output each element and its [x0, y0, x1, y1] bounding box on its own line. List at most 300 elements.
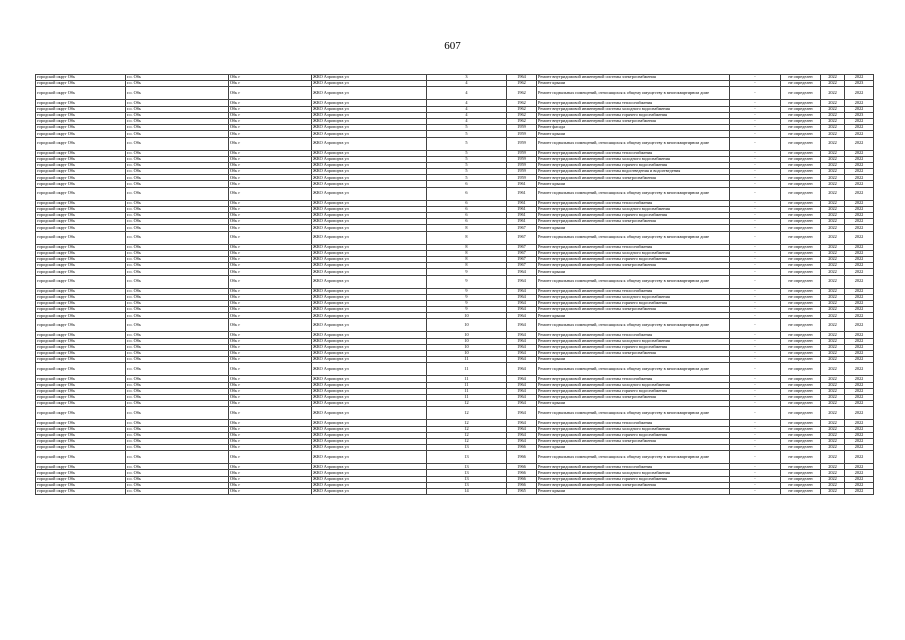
municipality-cell: городской округ Обь [36, 288, 126, 294]
house-number-cell: 10 [427, 351, 507, 357]
settlement-cell: г.о. Обь [126, 206, 229, 212]
municipality-cell: городской округ Обь [36, 357, 126, 363]
year-end-cell: 2022 [845, 175, 874, 181]
settlement-cell: г.о. Обь [126, 351, 229, 357]
contractor-cell: не определен [781, 112, 821, 118]
year-start-cell: 2022 [821, 269, 845, 275]
year-start-cell: 2022 [821, 187, 845, 200]
work-type-cell: Ремонт внутридомовой инженерной системы электроснабжения [537, 263, 730, 269]
municipality-cell: городской округ Обь [36, 81, 126, 87]
cost-cell: - [730, 394, 781, 400]
street-cell: ЖКО Аэропорта ул [312, 206, 427, 212]
year-end-cell: 2022 [845, 288, 874, 294]
street-cell: ЖКО Аэропорта ул [312, 275, 427, 288]
locality-cell: Обь г [229, 426, 312, 432]
work-type-cell: Ремонт внутридомовой инженерной системы холодного водоснабжения [537, 294, 730, 300]
work-type-cell: Ремонт подвальных помещений, относящихся к общему имуществу в многоквартирном доме [537, 137, 730, 150]
cost-cell: - [730, 420, 781, 426]
page-number: 607 [444, 40, 461, 52]
street-cell: ЖКО Аэропорта ул [312, 426, 427, 432]
locality-cell: Обь г [229, 376, 312, 382]
street-cell: ЖКО Аэропорта ул [312, 438, 427, 444]
table-row [36, 275, 874, 288]
cost-cell: - [730, 75, 781, 81]
locality-cell: Обь г [229, 131, 312, 137]
locality-cell: Обь г [229, 357, 312, 363]
year-start-cell: 2022 [821, 319, 845, 332]
contractor-cell: не определен [781, 187, 821, 200]
year-built-cell: 1961 [507, 206, 537, 212]
year-end-cell: 2022 [845, 401, 874, 407]
contractor-cell: не определен [781, 106, 821, 112]
work-type-cell: Ремонт внутридомовой инженерной системы теплоснабжения [537, 150, 730, 156]
house-number-cell: 10 [427, 344, 507, 350]
year-start-cell: 2022 [821, 426, 845, 432]
year-built-cell: 1964 [507, 426, 537, 432]
municipality-cell: городской округ Обь [36, 445, 126, 451]
locality-cell: Обь г [229, 250, 312, 256]
locality-cell: Обь г [229, 351, 312, 357]
cost-cell: - [730, 401, 781, 407]
year-start-cell: 2022 [821, 81, 845, 87]
cost-cell: - [730, 169, 781, 175]
work-type-cell: Ремонт внутридомовой инженерной системы горячего водоснабжения [537, 300, 730, 306]
street-cell: ЖКО Аэропорта ул [312, 420, 427, 426]
work-type-cell: Ремонт внутридомовой инженерной системы горячего водоснабжения [537, 344, 730, 350]
cost-cell: - [730, 432, 781, 438]
year-built-cell: 1959 [507, 162, 537, 168]
year-end-cell: 2022 [845, 275, 874, 288]
settlement-cell: г.о. Обь [126, 288, 229, 294]
municipality-cell: городской округ Обь [36, 464, 126, 470]
house-number-cell: 5 [427, 137, 507, 150]
house-number-cell: 3 [427, 75, 507, 81]
locality-cell: Обь г [229, 256, 312, 262]
year-start-cell: 2022 [821, 438, 845, 444]
cost-cell: - [730, 489, 781, 495]
house-number-cell: 9 [427, 294, 507, 300]
year-built-cell: 1964 [507, 307, 537, 313]
settlement-cell: г.о. Обь [126, 432, 229, 438]
street-cell: ЖКО Аэропорта ул [312, 388, 427, 394]
cost-cell: - [730, 150, 781, 156]
year-end-cell: 2022 [845, 376, 874, 382]
contractor-cell: не определен [781, 388, 821, 394]
contractor-cell: не определен [781, 476, 821, 482]
year-end-cell: 2022 [845, 150, 874, 156]
street-cell: ЖКО Аэропорта ул [312, 244, 427, 250]
municipality-cell: городской округ Обь [36, 432, 126, 438]
contractor-cell: не определен [781, 294, 821, 300]
year-built-cell: 1964 [507, 332, 537, 338]
year-end-cell: 2022 [845, 464, 874, 470]
year-end-cell: 2022 [845, 181, 874, 187]
municipality-cell: городской округ Обь [36, 438, 126, 444]
year-end-cell: 2022 [845, 156, 874, 162]
contractor-cell: не определен [781, 420, 821, 426]
year-start-cell: 2022 [821, 219, 845, 225]
work-type-cell: Ремонт крыши [537, 131, 730, 137]
settlement-cell: г.о. Обь [126, 300, 229, 306]
cost-cell: - [730, 357, 781, 363]
settlement-cell: г.о. Обь [126, 213, 229, 219]
cost-cell: - [730, 288, 781, 294]
locality-cell: Обь г [229, 438, 312, 444]
contractor-cell: не определен [781, 206, 821, 212]
year-end-cell: 2022 [845, 451, 874, 464]
locality-cell: Обь г [229, 219, 312, 225]
house-number-cell: 14 [427, 489, 507, 495]
contractor-cell: не определен [781, 338, 821, 344]
work-type-cell: Ремонт внутридомовой инженерной системы холодного водоснабжения [537, 206, 730, 212]
year-start-cell: 2022 [821, 307, 845, 313]
year-built-cell: 1962 [507, 87, 537, 100]
year-built-cell: 1959 [507, 125, 537, 131]
locality-cell: Обь г [229, 75, 312, 81]
data-table [35, 74, 874, 495]
cost-cell: - [730, 256, 781, 262]
contractor-cell: не определен [781, 137, 821, 150]
year-start-cell: 2022 [821, 250, 845, 256]
year-start-cell: 2022 [821, 100, 845, 106]
house-number-cell: 10 [427, 313, 507, 319]
year-built-cell: 1964 [507, 351, 537, 357]
settlement-cell: г.о. Обь [126, 131, 229, 137]
locality-cell: Обь г [229, 313, 312, 319]
year-built-cell: 1967 [507, 244, 537, 250]
municipality-cell: городской округ Обь [36, 156, 126, 162]
work-type-cell: Ремонт внутридомовой инженерной системы горячего водоснабжения [537, 388, 730, 394]
locality-cell: Обь г [229, 338, 312, 344]
locality-cell: Обь г [229, 275, 312, 288]
house-number-cell: 11 [427, 363, 507, 376]
contractor-cell: не определен [781, 426, 821, 432]
contractor-cell: не определен [781, 213, 821, 219]
year-end-cell: 2022 [845, 476, 874, 482]
house-number-cell: 11 [427, 388, 507, 394]
settlement-cell: г.о. Обь [126, 263, 229, 269]
settlement-cell: г.о. Обь [126, 200, 229, 206]
municipality-cell: городской округ Обь [36, 263, 126, 269]
municipality-cell: городской округ Обь [36, 420, 126, 426]
cost-cell: - [730, 231, 781, 244]
year-built-cell: 1962 [507, 100, 537, 106]
year-start-cell: 2022 [821, 470, 845, 476]
work-type-cell: Ремонт фасада [537, 125, 730, 131]
year-end-cell: 2022 [845, 445, 874, 451]
house-number-cell: 12 [427, 432, 507, 438]
year-start-cell: 2022 [821, 338, 845, 344]
settlement-cell: г.о. Обь [126, 382, 229, 388]
work-type-cell: Ремонт внутридомовой инженерной системы электроснабжения [537, 219, 730, 225]
work-type-cell: Ремонт подвальных помещений, относящихся к общему имуществу в многоквартирном доме [537, 319, 730, 332]
contractor-cell: не определен [781, 200, 821, 206]
municipality-cell: городской округ Обь [36, 332, 126, 338]
municipality-cell: городской округ Обь [36, 187, 126, 200]
municipality-cell: городской округ Обь [36, 300, 126, 306]
year-start-cell: 2022 [821, 87, 845, 100]
work-type-cell: Ремонт внутридомовой инженерной системы электроснабжения [537, 482, 730, 488]
house-number-cell: 4 [427, 87, 507, 100]
locality-cell: Обь г [229, 420, 312, 426]
settlement-cell: г.о. Обь [126, 244, 229, 250]
year-start-cell: 2022 [821, 401, 845, 407]
year-end-cell: 2022 [845, 162, 874, 168]
work-type-cell: Ремонт крыши [537, 225, 730, 231]
house-number-cell: 6 [427, 213, 507, 219]
year-end-cell: 2022 [845, 394, 874, 400]
cost-cell: - [730, 482, 781, 488]
year-end-cell: 2022 [845, 438, 874, 444]
settlement-cell: г.о. Обь [126, 426, 229, 432]
year-end-cell: 2022 [845, 118, 874, 124]
cost-cell: - [730, 206, 781, 212]
year-end-cell: 2022 [845, 87, 874, 100]
settlement-cell: г.о. Обь [126, 225, 229, 231]
street-cell: ЖКО Аэропорта ул [312, 476, 427, 482]
work-type-cell: Ремонт подвальных помещений, относящихся к общему имуществу в многоквартирном доме [537, 187, 730, 200]
contractor-cell: не определен [781, 382, 821, 388]
year-built-cell: 1967 [507, 225, 537, 231]
contractor-cell: не определен [781, 307, 821, 313]
street-cell: ЖКО Аэропорта ул [312, 351, 427, 357]
year-start-cell: 2022 [821, 118, 845, 124]
contractor-cell: не определен [781, 407, 821, 420]
work-type-cell: Ремонт внутридомовой инженерной системы электроснабжения [537, 438, 730, 444]
work-type-cell: Ремонт внутридомовой инженерной системы теплоснабжения [537, 288, 730, 294]
year-start-cell: 2022 [821, 300, 845, 306]
cost-cell: - [730, 125, 781, 131]
year-start-cell: 2022 [821, 256, 845, 262]
year-start-cell: 2022 [821, 432, 845, 438]
contractor-cell: не определен [781, 162, 821, 168]
contractor-cell: не определен [781, 275, 821, 288]
year-built-cell: 1961 [507, 213, 537, 219]
municipality-cell: городской округ Обь [36, 489, 126, 495]
cost-cell: - [730, 100, 781, 106]
contractor-cell: не определен [781, 118, 821, 124]
house-number-cell: 4 [427, 112, 507, 118]
house-number-cell: 4 [427, 106, 507, 112]
year-built-cell: 1964 [507, 313, 537, 319]
work-type-cell: Ремонт подвальных помещений, относящихся к общему имуществу в многоквартирном доме [537, 451, 730, 464]
year-built-cell: 1964 [507, 357, 537, 363]
year-end-cell: 2022 [845, 332, 874, 338]
year-start-cell: 2022 [821, 313, 845, 319]
year-start-cell: 2022 [821, 150, 845, 156]
settlement-cell: г.о. Обь [126, 357, 229, 363]
street-cell: ЖКО Аэропорта ул [312, 432, 427, 438]
year-start-cell: 2022 [821, 476, 845, 482]
contractor-cell: не определен [781, 351, 821, 357]
year-start-cell: 2022 [821, 75, 845, 81]
street-cell: ЖКО Аэропорта ул [312, 87, 427, 100]
settlement-cell: г.о. Обь [126, 150, 229, 156]
work-type-cell: Ремонт внутридомовой инженерной системы холодного водоснабжения [537, 156, 730, 162]
year-start-cell: 2022 [821, 382, 845, 388]
municipality-cell: городской округ Обь [36, 219, 126, 225]
locality-cell: Обь г [229, 175, 312, 181]
year-built-cell: 1964 [507, 376, 537, 382]
year-built-cell: 1959 [507, 137, 537, 150]
year-end-cell: 2022 [845, 169, 874, 175]
house-number-cell: 9 [427, 300, 507, 306]
cost-cell: - [730, 300, 781, 306]
cost-cell: - [730, 181, 781, 187]
year-built-cell: 1964 [507, 363, 537, 376]
locality-cell: Обь г [229, 401, 312, 407]
year-built-cell: 1967 [507, 263, 537, 269]
work-type-cell: Ремонт внутридомовой инженерной системы холодного водоснабжения [537, 470, 730, 476]
house-number-cell: 10 [427, 332, 507, 338]
street-cell: ЖКО Аэропорта ул [312, 175, 427, 181]
table-row [36, 137, 874, 150]
municipality-cell: городской округ Обь [36, 225, 126, 231]
table-row [36, 451, 874, 464]
year-end-cell: 2022 [845, 131, 874, 137]
year-end-cell: 2022 [845, 244, 874, 250]
cost-cell: - [730, 213, 781, 219]
settlement-cell: г.о. Обь [126, 307, 229, 313]
year-built-cell: 1967 [507, 256, 537, 262]
settlement-cell: г.о. Обь [126, 438, 229, 444]
street-cell: ЖКО Аэропорта ул [312, 256, 427, 262]
contractor-cell: не определен [781, 256, 821, 262]
street-cell: ЖКО Аэропорта ул [312, 307, 427, 313]
locality-cell: Обь г [229, 363, 312, 376]
contractor-cell: не определен [781, 231, 821, 244]
work-type-cell: Ремонт внутридомовой инженерной системы электроснабжения [537, 394, 730, 400]
house-number-cell: 9 [427, 275, 507, 288]
year-built-cell: 1962 [507, 118, 537, 124]
year-built-cell: 1962 [507, 112, 537, 118]
contractor-cell: не определен [781, 125, 821, 131]
street-cell: ЖКО Аэропорта ул [312, 106, 427, 112]
locality-cell: Обь г [229, 407, 312, 420]
year-end-cell: 2022 [845, 489, 874, 495]
municipality-cell: городской округ Обь [36, 401, 126, 407]
cost-cell: - [730, 426, 781, 432]
contractor-cell: не определен [781, 87, 821, 100]
cost-cell: - [730, 263, 781, 269]
year-start-cell: 2022 [821, 125, 845, 131]
year-end-cell: 2022 [845, 307, 874, 313]
house-number-cell: 4 [427, 118, 507, 124]
table-row [36, 231, 874, 244]
work-type-cell: Ремонт внутридомовой инженерной системы теплоснабжения [537, 420, 730, 426]
contractor-cell: не определен [781, 482, 821, 488]
contractor-cell: не определен [781, 131, 821, 137]
street-cell: ЖКО Аэропорта ул [312, 451, 427, 464]
year-start-cell: 2022 [821, 169, 845, 175]
year-end-cell: 2022 [845, 225, 874, 231]
house-number-cell: 8 [427, 256, 507, 262]
street-cell: ЖКО Аэропорта ул [312, 125, 427, 131]
locality-cell: Обь г [229, 225, 312, 231]
house-number-cell: 9 [427, 269, 507, 275]
settlement-cell: г.о. Обь [126, 407, 229, 420]
work-type-cell: Ремонт подвальных помещений, относящихся к общему имуществу в многоквартирном доме [537, 363, 730, 376]
settlement-cell: г.о. Обь [126, 269, 229, 275]
settlement-cell: г.о. Обь [126, 275, 229, 288]
work-type-cell: Ремонт внутридомовой инженерной системы теплоснабжения [537, 464, 730, 470]
house-number-cell: 11 [427, 382, 507, 388]
settlement-cell: г.о. Обь [126, 445, 229, 451]
work-type-cell: Ремонт внутридомовой инженерной системы горячего водоснабжения [537, 213, 730, 219]
street-cell: ЖКО Аэропорта ул [312, 250, 427, 256]
street-cell: ЖКО Аэропорта ул [312, 231, 427, 244]
work-type-cell: Ремонт внутридомовой инженерной системы теплоснабжения [537, 100, 730, 106]
settlement-cell: г.о. Обь [126, 250, 229, 256]
settlement-cell: г.о. Обь [126, 388, 229, 394]
cost-cell: - [730, 81, 781, 87]
house-number-cell: 6 [427, 181, 507, 187]
contractor-cell: не определен [781, 219, 821, 225]
year-built-cell: 1966 [507, 482, 537, 488]
municipality-cell: городской округ Обь [36, 106, 126, 112]
street-cell: ЖКО Аэропорта ул [312, 169, 427, 175]
settlement-cell: г.о. Обь [126, 231, 229, 244]
locality-cell: Обь г [229, 445, 312, 451]
street-cell: ЖКО Аэропорта ул [312, 288, 427, 294]
municipality-cell: городской округ Обь [36, 175, 126, 181]
street-cell: ЖКО Аэропорта ул [312, 200, 427, 206]
house-number-cell: 10 [427, 319, 507, 332]
year-built-cell: 1967 [507, 250, 537, 256]
municipality-cell: городской округ Обь [36, 388, 126, 394]
contractor-cell: не определен [781, 263, 821, 269]
year-end-cell: 2022 [845, 200, 874, 206]
work-type-cell: Ремонт крыши [537, 401, 730, 407]
street-cell: ЖКО Аэропорта ул [312, 156, 427, 162]
house-number-cell: 6 [427, 206, 507, 212]
year-end-cell: 2022 [845, 250, 874, 256]
settlement-cell: г.о. Обь [126, 344, 229, 350]
street-cell: ЖКО Аэропорта ул [312, 187, 427, 200]
cost-cell: - [730, 118, 781, 124]
street-cell: ЖКО Аэропорта ул [312, 181, 427, 187]
municipality-cell: городской округ Обь [36, 125, 126, 131]
settlement-cell: г.о. Обь [126, 100, 229, 106]
cost-cell: - [730, 451, 781, 464]
contractor-cell: не определен [781, 169, 821, 175]
contractor-cell: не определен [781, 432, 821, 438]
settlement-cell: г.о. Обь [126, 363, 229, 376]
street-cell: ЖКО Аэропорта ул [312, 407, 427, 420]
year-start-cell: 2022 [821, 407, 845, 420]
work-type-cell: Ремонт внутридомовой инженерной системы теплоснабжения [537, 244, 730, 250]
work-type-cell: Ремонт внутридомовой инженерной системы горячего водоснабжения [537, 112, 730, 118]
locality-cell: Обь г [229, 137, 312, 150]
locality-cell: Обь г [229, 432, 312, 438]
work-type-cell: Ремонт подвальных помещений, относящихся к общему имуществу в многоквартирном доме [537, 407, 730, 420]
house-number-cell: 11 [427, 357, 507, 363]
year-end-cell: 2022 [845, 213, 874, 219]
street-cell: ЖКО Аэропорта ул [312, 464, 427, 470]
municipality-cell: городской округ Обь [36, 382, 126, 388]
contractor-cell: не определен [781, 357, 821, 363]
contractor-cell: не определен [781, 100, 821, 106]
municipality-cell: городской округ Обь [36, 363, 126, 376]
contractor-cell: не определен [781, 244, 821, 250]
settlement-cell: г.о. Обь [126, 332, 229, 338]
year-start-cell: 2022 [821, 445, 845, 451]
contractor-cell: не определен [781, 401, 821, 407]
year-start-cell: 2022 [821, 156, 845, 162]
settlement-cell: г.о. Обь [126, 162, 229, 168]
municipality-cell: городской округ Обь [36, 137, 126, 150]
municipality-cell: городской округ Обь [36, 250, 126, 256]
